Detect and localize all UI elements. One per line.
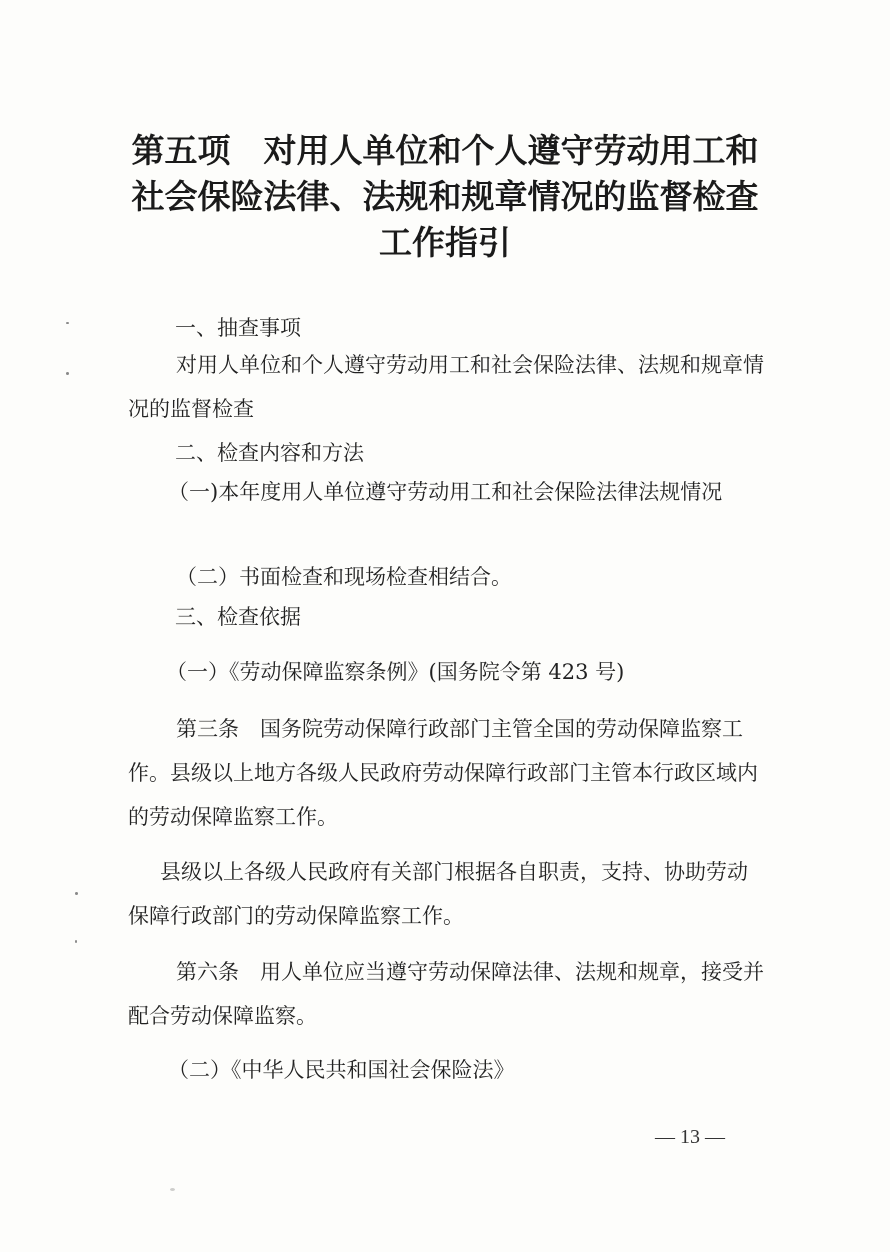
section-1-heading: 一、抽查事项 [175, 316, 301, 340]
scan-speck [75, 892, 78, 895]
scan-speck [75, 940, 77, 943]
page-number: — 13 — [655, 1126, 725, 1148]
title-line-2: 社会保险法律、法规和规章情况的监督检查 [131, 177, 759, 216]
document-title [100, 128, 790, 266]
article-6: 第六条 用人单位应当遵守劳动保障法律、法规和规章，接受并配合劳动保障监察。 [128, 960, 764, 1028]
section-2-heading: 二、检查内容和方法 [175, 441, 364, 465]
section-2-item-2: （二）书面检查和现场检查相结合。 [176, 565, 512, 589]
title-line-3: 工作指引 [379, 223, 511, 262]
article-3-continued: 县级以上各级人民政府有关部门根据各自职责，支持、协助劳动保障行政部门的劳动保障监察工作。 [128, 860, 748, 928]
article-3: 第三条 国务院劳动保障行政部门主管全国的劳动保障监察工作。县级以上地方各级人民政府劳动保障行政部门主管本行政区域内的劳动保障监察工作。 [128, 717, 758, 829]
scan-speck [66, 372, 69, 375]
section-3-item-1-title: （一）《劳动保障监察条例》(国务院令第 423 号) [166, 660, 625, 684]
section-3-item-2-title: （二）《中华人民共和国社会保险法》 [168, 1058, 515, 1082]
section-1-body: 对用人单位和个人遵守劳动用工和社会保险法律、法规和规章情况的监督检查 [128, 353, 764, 421]
scan-speck [170, 1188, 175, 1191]
title-line-1: 第五项 对用人单位和个人遵守劳动用工和 [131, 131, 759, 170]
section-2-item-1: （一)本年度用人单位遵守劳动用工和社会保险法律法规情况 [168, 480, 723, 504]
scan-speck [66, 322, 69, 324]
section-3-heading: 三、检查依据 [175, 605, 301, 629]
